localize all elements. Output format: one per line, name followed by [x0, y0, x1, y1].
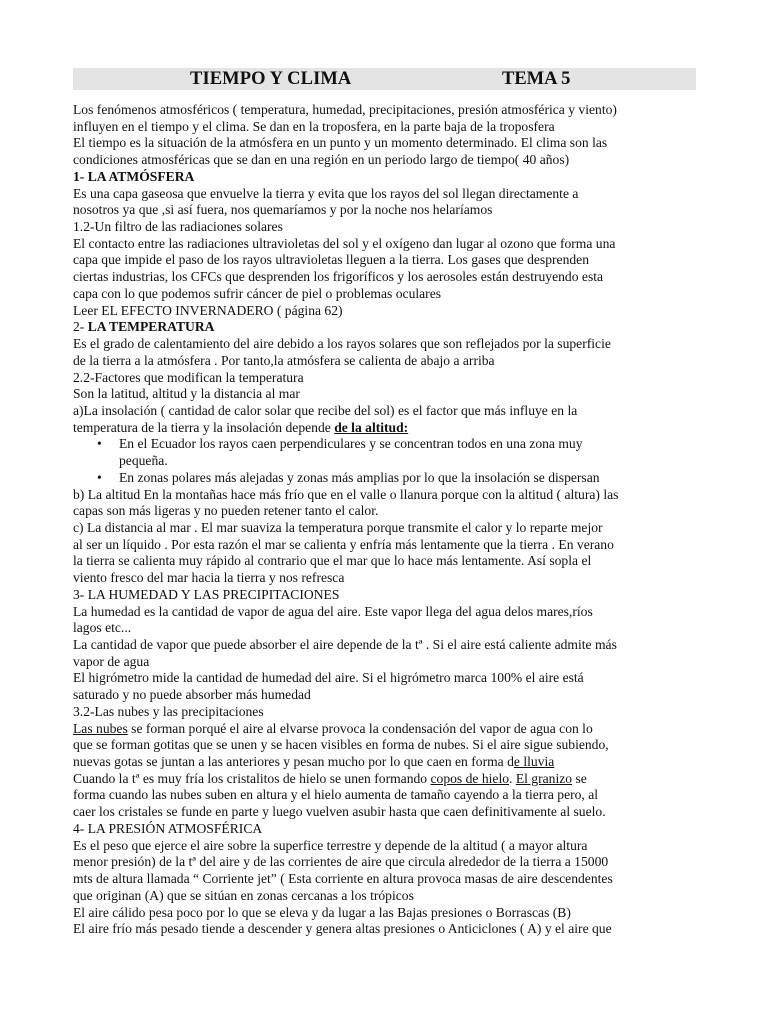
bullet-continuation: pequeña.	[119, 453, 168, 469]
text-line	[73, 420, 698, 437]
title-bar	[73, 68, 696, 90]
text-line: que se forman gotitas que se unen y se hacen visibles en forma de nubes. Si el aire sigue subiendo,	[73, 737, 609, 753]
text-span: temperatura de la tierra y la insolación depende	[73, 419, 335, 435]
section-heading-humedad: 3- LA HUMEDAD Y LAS PRECIPITACIONES	[73, 586, 340, 602]
bullet-item	[73, 470, 698, 487]
text-line: c) La distancia al mar . El mar suaviza la temperatura porque transmite el calor y lo reparte mejor	[73, 519, 603, 535]
section-heading-atmosfera: 1- LA ATMÓSFERA	[73, 168, 195, 184]
text-line: Es el grado de calentamiento del aire debido a los rayos solares que son reflejados por la superficie	[73, 336, 611, 352]
text-line: menor presión) de la tª del aire y de las corrientes de aire que circula alrededor de la tierra a 15000	[73, 854, 609, 870]
section-title: LA TEMPERATURA	[87, 319, 215, 335]
section-heading-presion: 4- LA PRESIÓN ATMOSFÉRICA	[73, 820, 263, 836]
text-line: ciertas industrias, los CFCs que desprenden los frigoríficos y los aerosoles están destruyendo esta	[73, 269, 604, 285]
document-title: TIEMPO Y CLIMA	[190, 69, 352, 89]
text-line: El aire frío más pesado tiende a descender y genera altas presiones o Anticiclones ( A) y el aire que	[73, 921, 612, 937]
text-line: El tiempo es la situación de la atmósfera en un punto y un momento determinado. El clima son las	[73, 135, 608, 151]
text-line: de la tierra a la atmósfera . Por tanto,la atmósfera se calienta de abajo a arriba	[73, 352, 495, 368]
text-line: b) La altitud En la montañas hace más frío que en el valle o llanura porque con la altitud ( altura) las	[73, 486, 619, 502]
text-line: que originan (A) que se sitúan en zonas cercanas a los trópicos	[73, 887, 414, 903]
subsection-heading: 3.2-Las nubes y las precipitaciones	[73, 703, 264, 719]
bullet-text: En el Ecuador los rayos caen perpendiculares y se concentran todos en una zona muy	[119, 436, 583, 452]
text-line	[73, 754, 698, 771]
text-line: vapor de agua	[73, 653, 150, 669]
bullet-icon: •	[97, 436, 102, 452]
text-line: capas son más ligeras y no pueden retener tanto el calor.	[73, 503, 379, 519]
emphasis-text: copos de hielo	[430, 770, 510, 786]
bullet-icon: •	[97, 469, 102, 485]
text-line: la tierra se calienta muy rápido al contrario que el mar que lo hace más lentamente. Así sopla el	[73, 553, 592, 569]
text-line: lagos etc...	[73, 620, 132, 636]
text-line: La cantidad de vapor que puede absorber el aire depende de la tª . Si el aire está caliente admite más	[73, 637, 617, 652]
text-line	[73, 721, 698, 738]
text-line: Los fenómenos atmosféricos ( temperatura, humedad, precipitaciones, presión atmosférica y viento)	[73, 102, 617, 117]
text-line: saturado y no puede absorber más humedad	[73, 687, 311, 703]
text-line: Es una capa gaseosa que envuelve la tierra y evita que los rayos del sol llegan directamente a	[73, 185, 579, 201]
text-line: viento fresco del mar hacia la tierra y nos refresca	[73, 570, 345, 586]
topic-number: TEMA 5	[502, 69, 571, 89]
text-line: nosotros ya que ,si así fuera, nos quemaríamos y por la noche nos helaríamos	[73, 202, 493, 218]
text-span: se	[572, 770, 587, 786]
text-line: condiciones atmosféricas que se dan en una región en un periodo largo de tiempo( 40 años)	[73, 152, 570, 168]
emphasis-text: Las nubes	[73, 720, 128, 736]
text-span: .	[509, 770, 516, 786]
text-line: Leer EL EFECTO INVERNADERO ( página 62)	[73, 302, 343, 318]
text-span: nuevas gotas se juntan a las anteriores y pesan mucho por lo que caen en forma d	[73, 754, 514, 770]
text-line: capa con lo que podemos sufrir cáncer de piel o problemas oculares	[73, 285, 442, 301]
text-line: El contacto entre las radiaciones ultravioletas del sol y el oxígeno dan lugar al ozono que forma una	[73, 235, 616, 251]
text-line: Son la latitud, altitud y la distancia al mar	[73, 386, 300, 402]
bullet-text: En zonas polares más alejadas y zonas más amplias por lo que la insolación se dispersan	[119, 469, 600, 485]
text-line: mts de altura llamada “ Corriente jet” ( Esta corriente en altura provoca masas de aire descendentes	[73, 871, 613, 887]
subsection-heading: 2.2-Factores que modifican la temperatura	[73, 369, 304, 385]
text-line	[73, 771, 698, 788]
text-line: El higrómetro mide la cantidad de humedad del aire. Si el higrómetro marca 100% el aire está	[73, 670, 584, 686]
text-line: Es el peso que ejerce el aire sobre la superfice terrestre y depende de la altitud ( a mayor altura	[73, 837, 588, 853]
text-line: caer los cristales se funde en parte y luego vuelven asubir hasta que caen definitivamente al suelo.	[73, 804, 606, 820]
emphasis-text: e lluvia	[513, 754, 555, 770]
text-line: El aire cálido pesa poco por lo que se eleva y da lugar a las Bajas presiones o Borrascas (B)	[73, 904, 571, 920]
text-span: se forman porqué el aire al elvarse provoca la condensación del vapor de agua con lo	[127, 720, 593, 736]
text-span: Cuando la tª es muy fría los cristalitos de hielo se unen formando	[73, 770, 431, 786]
text-line: al ser un líquido . Por esta razón el mar se calienta y enfría más lentamente que la tierra . En verano	[73, 536, 614, 552]
text-line: a)La insolación ( cantidad de calor solar que recibe del sol) es el factor que más influye en la	[73, 402, 578, 418]
bullet-item	[73, 436, 698, 453]
text-line: forma cuando las nubes suben en altura y el hielo aumenta de tamaño cayendo a la tierra pero, al	[73, 787, 599, 803]
section-heading-temperatura	[73, 319, 698, 336]
section-number: 2-	[73, 319, 88, 335]
subsection-heading: 1.2-Un filtro de las radiaciones solares	[73, 219, 283, 235]
document-body	[73, 102, 698, 938]
text-line: influyen en el tiempo y el clima. Se dan en la troposfera, en la parte baja de la troposfera	[73, 118, 555, 134]
emphasis-text: El granizo	[515, 770, 573, 786]
emphasis-text: de la altitud:	[334, 419, 409, 435]
text-line: La humedad es la cantidad de vapor de agua del aire. Este vapor llega del agua delos mares,ríos	[73, 603, 593, 619]
text-line: capa que impide el paso de los rayos ultravioletas lleguen a la tierra. Los gases que desprenden	[73, 252, 590, 268]
